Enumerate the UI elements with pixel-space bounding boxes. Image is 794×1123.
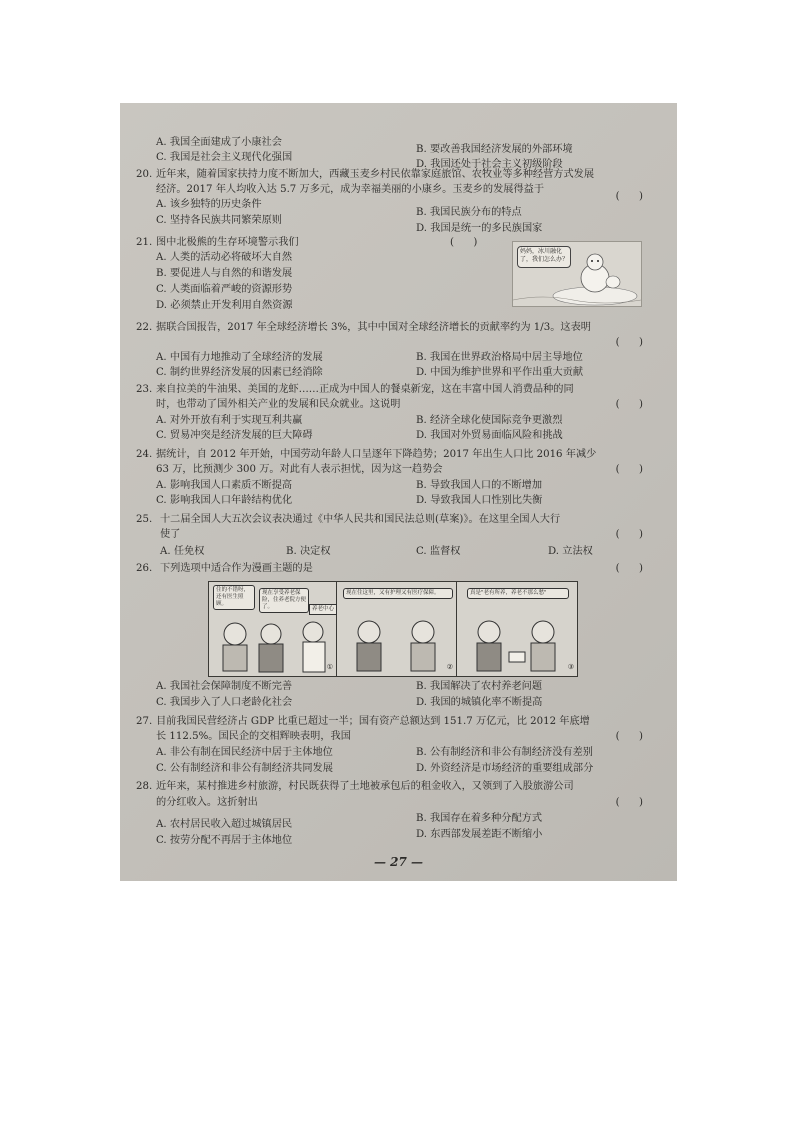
q26-number: 26.	[136, 563, 153, 574]
q24-option-b: B. 导致我国人口的不断增加	[416, 480, 543, 491]
polar-bear-speech-bubble: 妈妈，冰川融化了，我们怎么办？	[517, 246, 571, 268]
comic-panel-2-figures	[337, 582, 457, 676]
q22-option-b: B. 我国在世界政治格局中居主导地位	[416, 352, 583, 363]
comic-panel-3-number: ③	[567, 663, 574, 671]
q20-answer-paren: ( )	[615, 191, 643, 202]
q26-stem: 下列选项中适合作为漫画主题的是	[160, 563, 313, 574]
q23-stem-2: 时，也带动了国外相关产业的发展和民众就业。这说明	[156, 399, 401, 410]
q25-stem-2: 使了	[160, 529, 181, 540]
polar-bear-illustration	[513, 242, 641, 306]
comic-panel-3	[457, 582, 577, 676]
q19-option-a: A. 我国全面建成了小康社会	[156, 137, 282, 148]
q27-option-a: A. 非公有制在国民经济中居于主体地位	[156, 747, 333, 758]
q26-answer-paren: ( )	[615, 563, 643, 574]
q27-option-b: B. 公有制经济和非公有制经济没有差别	[416, 747, 593, 758]
q24-answer-paren: ( )	[615, 464, 643, 475]
q20-stem-1: 近年来，随着国家扶持力度不断加大，西藏玉麦乡村民依靠家庭旅馆、农牧业等多种经营方式发展	[156, 169, 595, 180]
page-number: — 27 —	[373, 855, 424, 869]
q21-option-b: B. 要促进人与自然的和谐发展	[156, 268, 293, 279]
q20-option-d: D. 我国是统一的多民族国家	[416, 223, 543, 234]
q20-number: 20.	[136, 169, 153, 180]
q28-option-c: C. 按劳分配不再居于主体地位	[156, 835, 293, 846]
q24-option-a: A. 影响我国人口素质不断提高	[156, 480, 293, 491]
q26-option-c: C. 我国步入了人口老龄化社会	[156, 697, 293, 708]
q25-stem-1: 十二届全国人大五次会议表决通过《中华人民共和国民法总则(草案)》。在这里全国人大行	[160, 514, 561, 525]
q28-stem-1: 近年来，某村推进乡村旅游，村民既获得了土地被承包后的租金收入，又领到了入股旅游公司	[156, 781, 574, 792]
q20-option-a: A. 该乡独特的历史条件	[156, 199, 262, 210]
comic-panel-1-figures	[209, 582, 337, 676]
q22-stem: 据联合国报告，2017 年全球经济增长 3%，其中中国对全球经济增长的贡献率约为 1/3。这表明	[156, 322, 591, 333]
q21-stem: 图中北极熊的生存环境警示我们	[156, 237, 299, 248]
q22-option-d: D. 中国为维护世界和平作出重大贡献	[416, 367, 584, 378]
q22-option-c: C. 制约世界经济发展的因素已经消除	[156, 367, 323, 378]
q23-option-d: D. 我国对外贸易面临风险和挑战	[416, 430, 563, 441]
q20-stem-2: 经济。2017 年人均收入达 5.7 万多元，成为幸福美丽的小康乡。玉麦乡的发展得益于	[156, 184, 545, 195]
q22-answer-paren: ( )	[615, 337, 643, 348]
elderly-care-comic-strip	[208, 581, 578, 677]
q27-stem-1: 目前我国民营经济占 GDP 比重已超过一半；国有资产总额达到 151.7 万亿元，比 2012 年底增	[156, 716, 590, 727]
q26-option-d: D. 我国的城镇化率不断提高	[416, 697, 543, 708]
q22-option-a: A. 中国有力地推动了全球经济的发展	[156, 352, 323, 363]
q28-answer-paren: ( )	[615, 797, 643, 808]
q23-option-b: B. 经济全球化使国际竞争更激烈	[416, 415, 563, 426]
q27-number: 27.	[136, 716, 153, 727]
q24-stem-2: 63 万，比预测少 300 万。对此有人表示担忧，因为这一趋势会	[156, 464, 443, 475]
q27-option-c: C. 公有制经济和非公有制经济共同发展	[156, 763, 333, 774]
comic-panel-2-number: ②	[446, 663, 453, 671]
q19-option-b: B. 要改善我国经济发展的外部环境	[416, 144, 573, 155]
comic-panel-3-figures	[457, 582, 577, 676]
q20-option-c: C. 坚持各民族共同繁荣原则	[156, 215, 282, 226]
q25-option-a: A. 任免权	[160, 546, 205, 557]
q21-answer-paren: ( )	[450, 237, 478, 248]
q21-option-d: D. 必须禁止开发利用自然资源	[156, 300, 293, 311]
q25-option-d: D. 立法权	[548, 546, 593, 557]
q21-number: 21.	[136, 237, 153, 248]
q27-option-d: D. 外资经济是市场经济的重要组成部分	[416, 763, 594, 774]
comic-panel-1	[209, 582, 337, 676]
comic-panel-1-number: ①	[326, 663, 333, 671]
q25-option-c: C. 监督权	[416, 546, 461, 557]
q20-option-b: B. 我国民族分布的特点	[416, 207, 522, 218]
comic-panel-3-bubble: 真是"老有所养，养老不那么愁"	[467, 588, 569, 599]
q24-option-c: C. 影响我国人口年龄结构优化	[156, 495, 293, 506]
q23-option-c: C. 贸易冲突是经济发展的巨大障碍	[156, 430, 313, 441]
q24-number: 24.	[136, 449, 153, 460]
q19-option-c: C. 我国是社会主义现代化强国	[156, 152, 293, 163]
q26-option-a: A. 我国社会保障制度不断完善	[156, 681, 293, 692]
q28-number: 28.	[136, 781, 153, 792]
q25-option-b: B. 决定权	[286, 546, 331, 557]
q27-stem-2: 长 112.5%。国民企的交相辉映表明，我国	[156, 731, 351, 742]
q23-option-a: A. 对外开放有利于实现互利共赢	[156, 415, 303, 426]
q24-option-d: D. 导致我国人口性别比失衡	[416, 495, 543, 506]
q27-answer-paren: ( )	[615, 731, 643, 742]
q23-number: 23.	[136, 384, 153, 395]
q24-stem-1: 据统计，自 2012 年开始，中国劳动年龄人口呈逐年下降趋势；2017 年出生人口比 2016 年减少	[156, 449, 597, 460]
q21-option-c: C. 人类面临着严峻的资源形势	[156, 284, 293, 295]
q28-option-d: D. 东西部发展差距不断缩小	[416, 829, 543, 840]
q25-answer-paren: ( )	[615, 529, 643, 540]
q26-option-b: B. 我国解决了农村养老问题	[416, 681, 543, 692]
comic-panel-1-bubble: 住的不错呀，还有医生照顾。	[213, 585, 255, 610]
q21-option-a: A. 人类的活动必将破坏大自然	[156, 252, 293, 263]
polar-bear-cartoon	[512, 241, 642, 307]
comic-panel-2	[337, 582, 457, 676]
q28-option-b: B. 我国存在着多种分配方式	[416, 813, 543, 824]
q28-stem-2: 的分红收入。这折射出	[156, 797, 258, 808]
q23-answer-paren: ( )	[615, 399, 643, 410]
q19-option-d: D. 我国还处于社会主义初级阶段	[416, 159, 563, 170]
q22-number: 22.	[136, 322, 153, 333]
comic-panel-1-sign: 养老中心	[309, 604, 337, 615]
q28-option-a: A. 农村居民收入超过城镇居民	[156, 819, 293, 830]
q23-stem-1: 来自拉美的牛油果、美国的龙虾……正成为中国人的餐桌新宠，这在丰富中国人消费品种的同	[156, 384, 574, 395]
q25-number: 25.	[136, 514, 153, 525]
exam-page	[120, 103, 677, 881]
comic-panel-2-bubble: 现在住这里，又有护理又有医疗保障。	[343, 588, 453, 599]
comic-panel-1-bubble-2: 现在享受养老保险，住养老院方便了。	[259, 588, 309, 613]
